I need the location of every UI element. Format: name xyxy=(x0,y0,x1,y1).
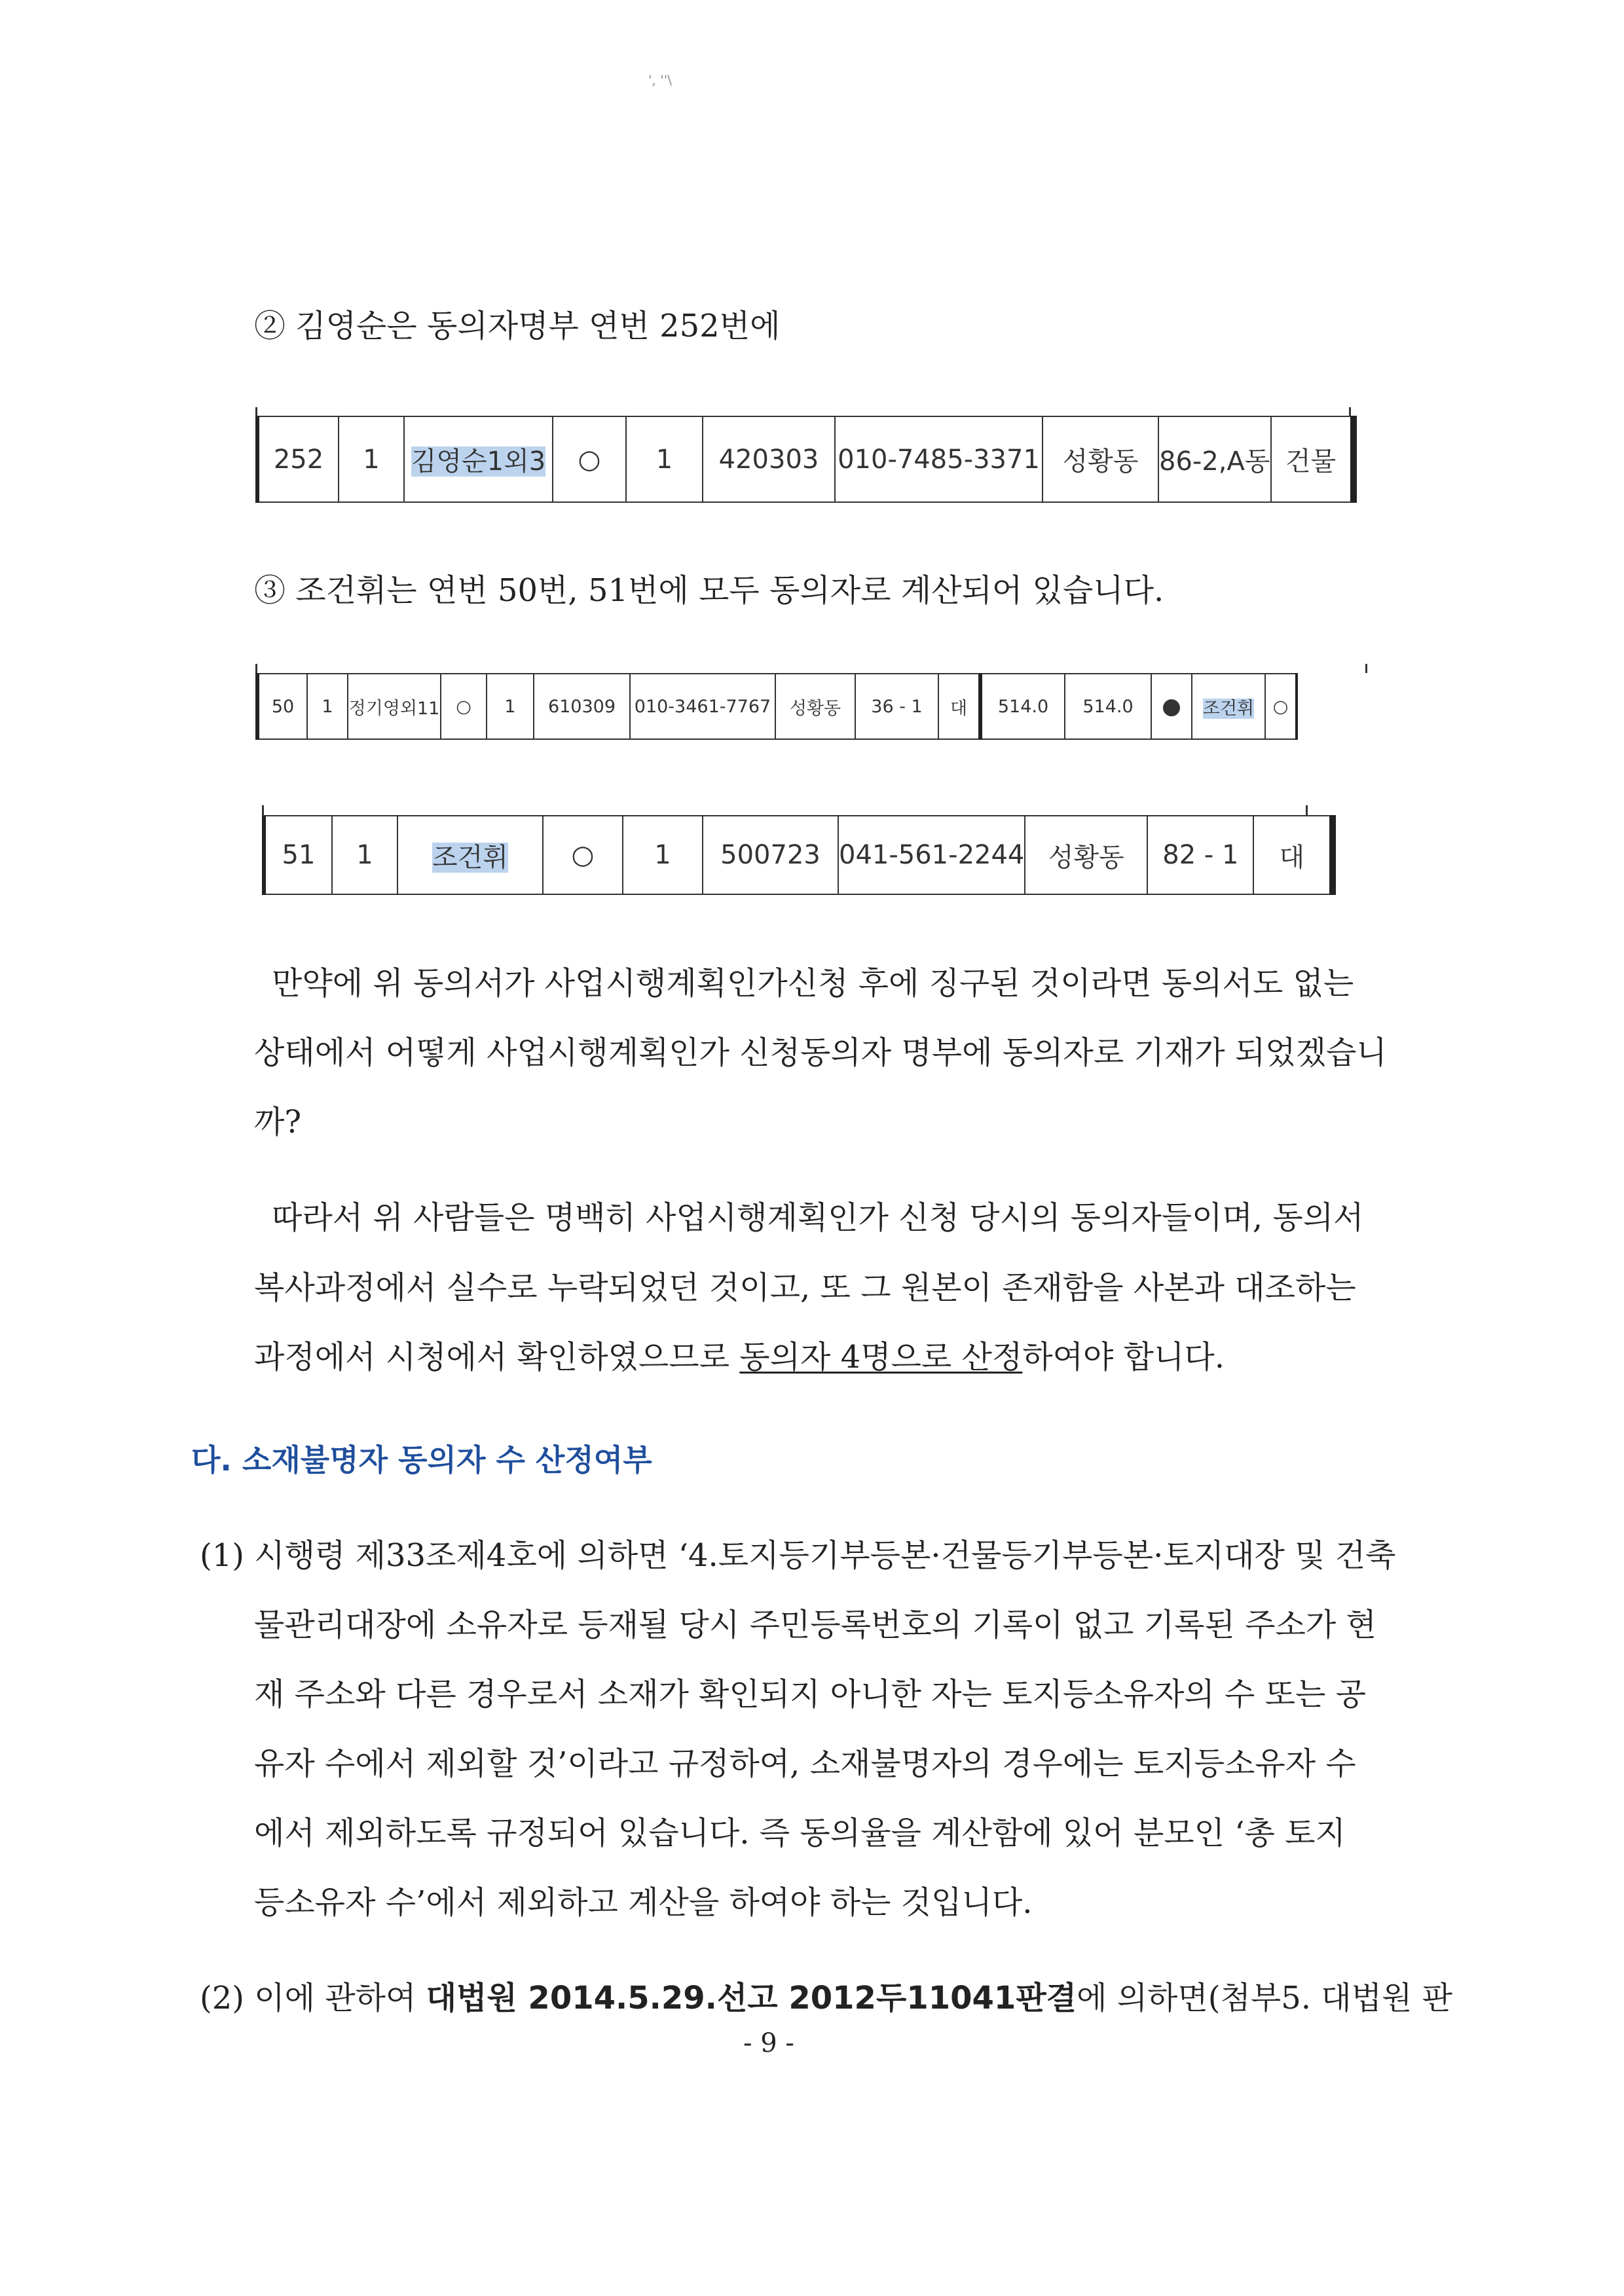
cell-serial: 51 xyxy=(264,816,332,894)
cell-owner xyxy=(1192,674,1265,739)
cell-count: 1 xyxy=(307,674,348,739)
highlighted-name: 조건휘 xyxy=(1202,698,1255,719)
underlined-text: 동의자 4명으로 산정 xyxy=(739,1339,1023,1376)
cell-district: 성황동 xyxy=(775,674,855,739)
table-tick xyxy=(255,407,257,416)
text-run: (2) 이에 관하여 xyxy=(200,1980,426,2016)
cell-mark: ○ xyxy=(543,816,623,894)
text-run: 과정에서 시청에서 확인하였으므로 xyxy=(254,1339,740,1376)
cell-name xyxy=(397,816,543,894)
page-number: - 9 - xyxy=(743,2028,794,2058)
paragraph-line: 복사과정에서 실수로 누락되었던 것이고, 또 그 원본이 존재함을 사본과 대조하는 xyxy=(254,1269,1356,1306)
table-tick xyxy=(255,664,257,673)
cell-filled-mark: ● xyxy=(1151,674,1192,739)
cell-birthdate: 610309 xyxy=(534,674,630,739)
cell-qty: 1 xyxy=(623,816,703,894)
table-row xyxy=(264,816,1333,894)
cell-birthdate: 500723 xyxy=(703,816,838,894)
consent-row-51 xyxy=(262,815,1336,895)
cell-area: 514.0 xyxy=(980,674,1065,739)
cell-area-2: 514.0 xyxy=(1065,674,1151,739)
cell-name: 정기영외11 xyxy=(348,674,441,739)
cell-lot: 36 - 1 xyxy=(855,674,938,739)
cell-count: 1 xyxy=(339,416,404,502)
cell-name xyxy=(404,416,553,502)
section-heading: 다. 소재불명자 동의자 수 산정여부 xyxy=(191,1442,652,1478)
cell-mark: ○ xyxy=(441,674,487,739)
consent-row-252 xyxy=(255,416,1357,503)
paragraph-line: 재 주소와 다른 경우로서 소재가 확인되지 아니한 자는 토지등소유자의 수 또는 공 xyxy=(254,1676,1366,1713)
bold-citation: 대법원 2014.5.29.선고 2012두11041판결 xyxy=(426,1980,1077,2016)
cell-count: 1 xyxy=(332,816,397,894)
cell-serial: 252 xyxy=(257,416,339,502)
cell-lot: 82 - 1 xyxy=(1147,816,1253,894)
cell-mark-2: ○ xyxy=(1265,674,1297,739)
paragraph-line: 따라서 위 사람들은 명백히 사업시행계획인가 신청 당시의 동의자들이며, 동의서 xyxy=(272,1199,1364,1236)
cell-phone: 010-7485-3371 xyxy=(835,416,1043,502)
scan-marks: ', ''\ xyxy=(648,72,672,88)
paragraph-line: 만약에 위 동의서가 사업시행계획인가신청 후에 징구된 것이라면 동의서도 없는 xyxy=(272,965,1354,1002)
cell-district: 성황동 xyxy=(1025,816,1147,894)
table-tick xyxy=(1349,407,1351,416)
item-2-intro: ② 김영순은 동의자명부 연번 252번에 xyxy=(254,308,781,344)
cell-mark: ○ xyxy=(553,416,626,502)
paragraph-line xyxy=(200,1978,1452,2018)
paragraph-line: 까? xyxy=(254,1104,302,1140)
table-tick xyxy=(1365,664,1367,673)
cell-phone: 010-3461-7767 xyxy=(630,674,775,739)
highlighted-name: 조건휘 xyxy=(432,842,508,873)
cell-lot: 86-2,A동 xyxy=(1158,416,1271,502)
item-3-intro: ③ 조건휘는 연번 50번, 51번에 모두 동의자로 계산되어 있습니다. xyxy=(254,572,1164,609)
table-tick xyxy=(262,805,264,816)
highlighted-name: 김영순1외3 xyxy=(411,446,546,477)
paragraph-line: 물관리대장에 소유자로 등재될 당시 주민등록번호의 기록이 없고 기록된 주소가 현 xyxy=(254,1607,1376,1643)
cell-type: 대 xyxy=(1253,816,1333,894)
consent-row-50 xyxy=(255,673,1298,740)
table-tick xyxy=(1306,805,1308,816)
cell-phone: 041-561-2244 xyxy=(838,816,1025,894)
paragraph-line: 유자 수에서 제외할 것’이라고 규정하여, 소재불명자의 경우에는 토지등소유자 수 xyxy=(254,1745,1356,1782)
cell-type: 건물 xyxy=(1271,416,1354,502)
cell-type: 대 xyxy=(938,674,980,739)
cell-qty: 1 xyxy=(487,674,534,739)
paragraph-line: 등소유자 수’에서 제외하고 계산을 하여야 하는 것입니다. xyxy=(254,1884,1033,1921)
table-row xyxy=(257,416,1354,502)
cell-birthdate: 420303 xyxy=(703,416,835,502)
paragraph-line xyxy=(254,1338,1225,1377)
cell-qty: 1 xyxy=(626,416,703,502)
text-run: 에 의하면(첨부5. 대법원 판 xyxy=(1077,1980,1453,2016)
paragraph-line: (1) 시행령 제33조제4호에 의하면 ‘4.토지등기부등본·건물등기부등본·토지대장 및 건축 xyxy=(200,1537,1396,1574)
cell-district: 성황동 xyxy=(1043,416,1158,502)
paragraph-line: 상태에서 어떻게 사업시행계획인가 신청동의자 명부에 동의자로 기재가 되었겠습니 xyxy=(254,1034,1387,1071)
paragraph-line: 에서 제외하도록 규정되어 있습니다. 즉 동의율을 계산함에 있어 분모인 ‘총 토지 xyxy=(254,1815,1346,1851)
text-run: 하여야 합니다. xyxy=(1022,1339,1225,1376)
cell-serial: 50 xyxy=(257,674,307,739)
table-row xyxy=(257,674,1297,739)
